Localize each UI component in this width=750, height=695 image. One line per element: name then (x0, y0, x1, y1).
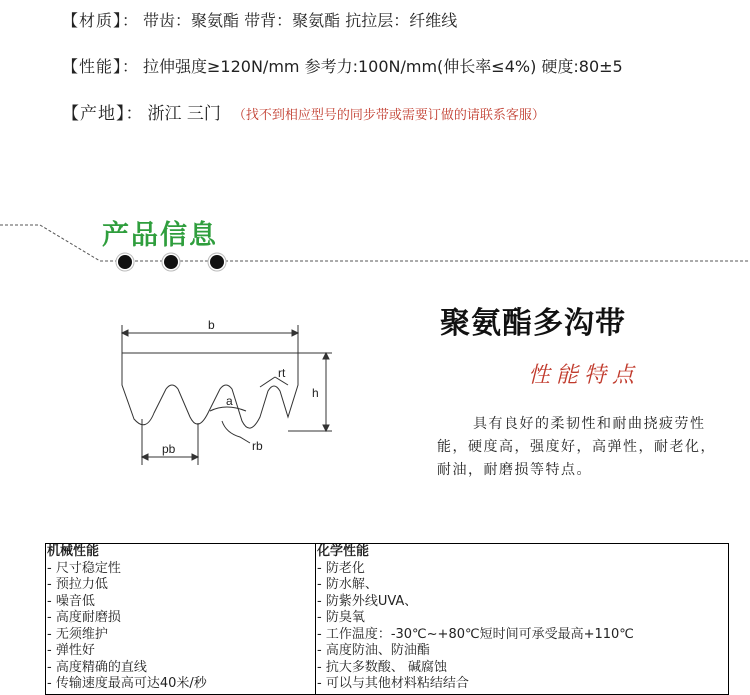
list-item: - 工作温度：-30℃~+80℃短时间可承受最高+110℃ (317, 627, 727, 644)
label-rb: rb (252, 439, 263, 453)
spec-value: 带齿：聚氨酯 带背：聚氨酯 抗拉层：纤维线 (143, 11, 458, 30)
list-item: - 预拉力低 (47, 577, 315, 594)
belt-profile-diagram (110, 305, 350, 475)
product-subtitle: 性能特点 (528, 363, 641, 388)
list-item: - 防臭氧 (317, 610, 727, 627)
list-item: - 传输速度最高可达40米/秒 (47, 676, 315, 693)
spec-key: 【产地】： (62, 104, 144, 124)
spec-value: 浙江 三门 (147, 104, 221, 124)
spec-key: 【材质】： (62, 11, 140, 30)
list-item: - 抗大多数酸、 碱腐蚀 (317, 660, 727, 677)
list-item: - 尺寸稳定性 (47, 561, 315, 578)
label-a: a (226, 394, 233, 408)
spec-row-material (62, 8, 457, 31)
section-title: 产品信息 (102, 220, 218, 251)
label-pb: pb (162, 442, 176, 456)
chemical-properties (315, 544, 727, 694)
spec-value: 拉伸强度≥120N/mm 参考力:100N/mm(伸长率≤4%) 硬度:80±5 (143, 57, 623, 76)
product-name: 聚氨酯多沟带 (440, 306, 626, 341)
spec-key: 【性能】： (62, 57, 140, 76)
contact-note: （找不到相应型号的同步带或需要订做的请联系客服） (232, 108, 545, 123)
properties-table (45, 543, 729, 695)
label-h: h (312, 386, 319, 400)
list-item: - 防水解、 (317, 577, 727, 594)
list-item: - 防老化 (317, 561, 727, 578)
list-item: - 高度防油、防油酯 (317, 643, 727, 660)
product-description: 具有良好的柔韧性和耐曲挠疲劳性能，硬度高，强度好，高弹性，耐老化，耐油，耐磨损等特点。 (437, 416, 716, 478)
dot-icon (162, 253, 180, 271)
label-rt: rt (278, 366, 286, 380)
mechanical-title: 机械性能 (47, 544, 100, 559)
list-item: - 高度耐磨损 (47, 610, 315, 627)
list-item: - 高度精确的直线 (47, 660, 315, 677)
mechanical-properties (46, 544, 316, 694)
list-item: - 噪音低 (47, 594, 315, 611)
dot-icon (116, 253, 134, 271)
list-item: - 弹性好 (47, 643, 315, 660)
list-item: - 无须维护 (47, 627, 315, 644)
spec-row-performance (62, 54, 623, 77)
dot-icon (208, 253, 226, 271)
spec-row-origin (62, 99, 545, 124)
chemical-title: 化学性能 (317, 544, 370, 559)
list-item: - 可以与其他材料粘结结合 (317, 676, 727, 693)
list-item: - 防紫外线UVA、 (317, 594, 727, 611)
label-b: b (208, 318, 215, 332)
